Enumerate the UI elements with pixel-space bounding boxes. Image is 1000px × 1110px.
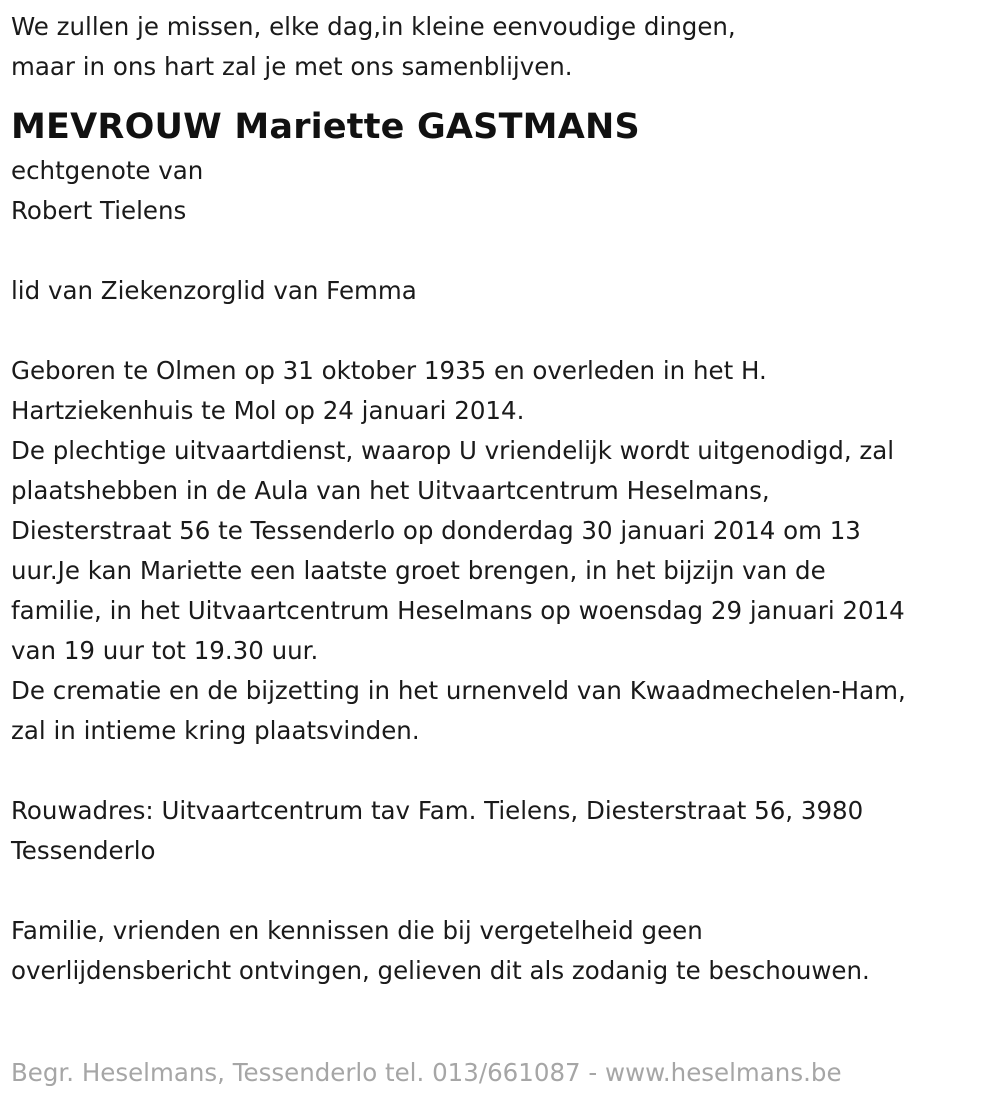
details-line: zal in intieme kring plaatsvinden.	[11, 716, 420, 745]
spacer	[11, 751, 996, 791]
details-line: plaatshebben in de Aula van het Uitvaartcentrum Heselmans,	[11, 476, 770, 505]
details-line: van 19 uur tot 19.30 uur.	[11, 636, 319, 665]
details-line: uur.Je kan Mariette een laatste groet brengen, in het bijzijn van de	[11, 556, 826, 585]
poem-line-1: We zullen je missen, elke dag,in kleine eenvoudige dingen,	[11, 12, 736, 41]
details-line: familie, in het Uitvaartcentrum Heselmans op woensdag 29 januari 2014	[11, 596, 905, 625]
obituary-document	[11, 7, 996, 991]
details-block	[11, 351, 996, 751]
address-line-1: Rouwadres: Uitvaartcentrum tav Fam. Tielens, Diesterstraat 56, 3980	[11, 796, 864, 825]
notice-line-2: overlijdensbericht ontvingen, gelieven dit als zodanig te beschouwen.	[11, 956, 870, 985]
details-line: Diesterstraat 56 te Tessenderlo op donderdag 30 januari 2014 om 13	[11, 516, 861, 545]
relation-line-2: Robert Tielens	[11, 196, 187, 225]
details-line: Hartziekenhuis te Mol op 24 januari 2014.	[11, 396, 525, 425]
deceased-name: MEVROUW Mariette GASTMANS	[11, 107, 640, 147]
details-line: De plechtige uitvaartdienst, waarop U vriendelijk wordt uitgenodigd, zal	[11, 436, 895, 465]
relation-line-1: echtgenote van	[11, 156, 204, 185]
spacer	[11, 231, 996, 271]
details-line: De crematie en de bijzetting in het urnenveld van Kwaadmechelen-Ham,	[11, 676, 906, 705]
undertaker-footer: Begr. Heselmans, Tessenderlo tel. 013/661087 - www.heselmans.be	[11, 1058, 842, 1087]
details-line: Geboren te Olmen op 31 oktober 1935 en overleden in het H.	[11, 356, 767, 385]
spacer	[11, 871, 996, 911]
address-line-2: Tessenderlo	[11, 836, 156, 865]
notice-line-1: Familie, vrienden en kennissen die bij vergetelheid geen	[11, 916, 703, 945]
membership-line: lid van Ziekenzorglid van Femma	[11, 276, 417, 305]
spacer	[11, 311, 996, 351]
poem-line-2: maar in ons hart zal je met ons samenblijven.	[11, 52, 573, 81]
